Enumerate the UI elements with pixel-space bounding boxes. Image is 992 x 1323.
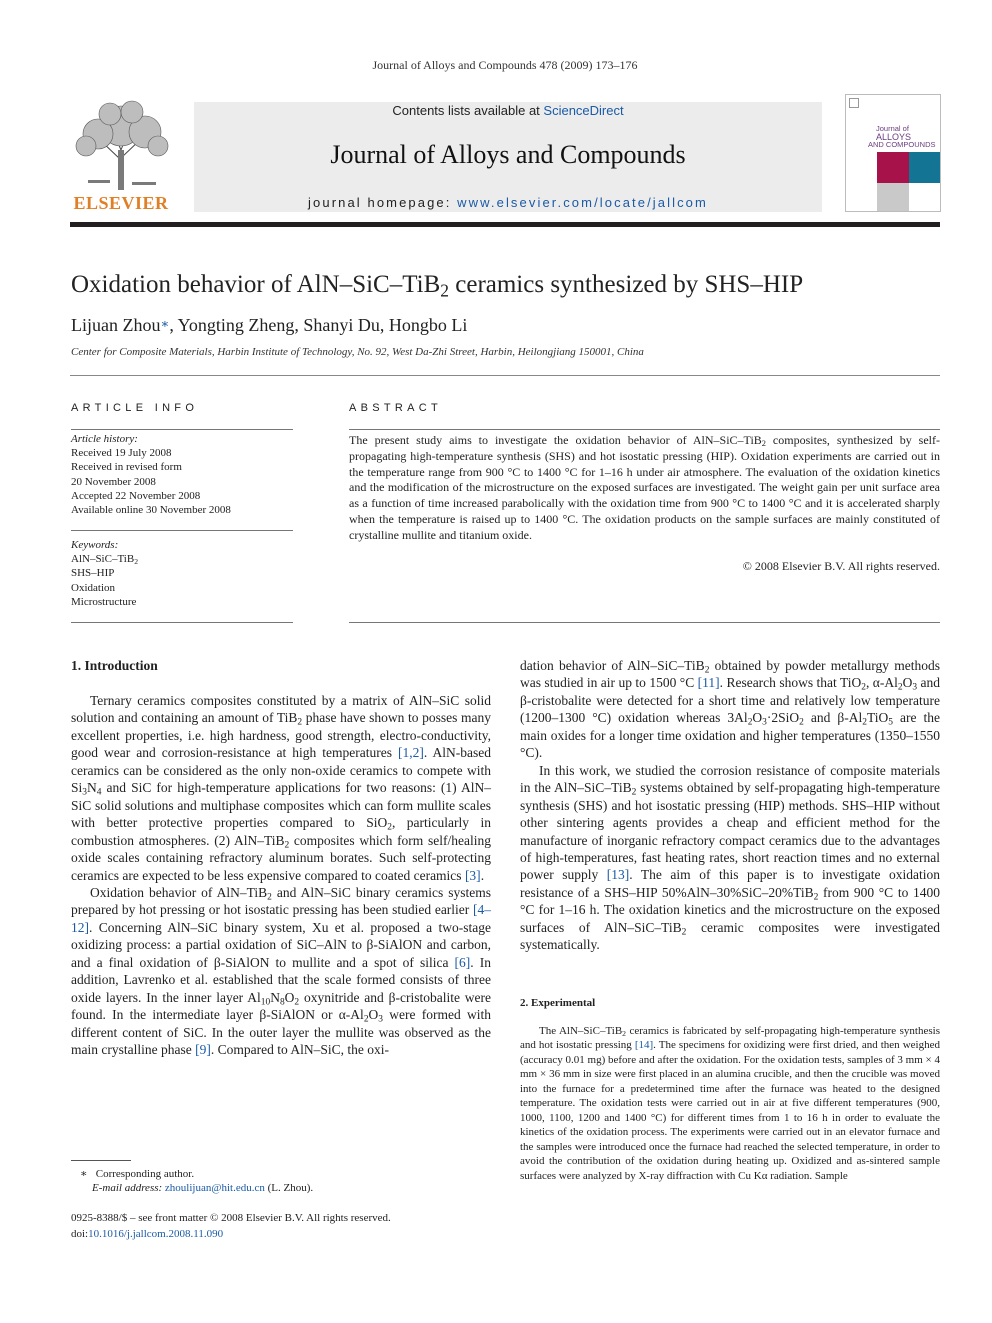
text-run: and AlN–SiC binary ceramics systems prepared by hot pressing or hot isostatic pressing has been studied earlier bbox=[71, 884, 491, 918]
corresponding-author-footnote bbox=[80, 1167, 313, 1196]
body-column-right bbox=[520, 657, 940, 954]
experimental-text bbox=[520, 1024, 940, 1183]
abstract-text bbox=[349, 433, 940, 544]
affiliation: Center for Composite Materials, Harbin Institute of Technology, No. 92, West Da-Zhi Street, Harbin, Heilongjiang 150001, China bbox=[71, 346, 644, 358]
keywords bbox=[71, 538, 293, 609]
cover-block-magenta bbox=[877, 152, 909, 183]
cover-title-line-1: Journal of bbox=[876, 124, 909, 133]
subscript: 2 bbox=[284, 839, 290, 850]
text-run: , α-Al bbox=[865, 675, 898, 691]
subscript: 2 bbox=[704, 665, 710, 676]
subscript: 2 bbox=[681, 927, 687, 938]
subscript: 2 bbox=[897, 682, 903, 693]
abstract-part-1: The present study aims to investigate the oxidation behavior of AlN–SiC–TiB bbox=[349, 433, 762, 447]
title-part-2: ceramics synthesized by SHS–HIP bbox=[449, 271, 804, 298]
abstract-heading: ABSTRACT bbox=[349, 402, 443, 414]
subscript: 2 bbox=[799, 717, 804, 728]
text-run: ·2SiO bbox=[766, 710, 800, 726]
front-matter bbox=[71, 1211, 391, 1242]
abstract-subscript: 2 bbox=[761, 439, 766, 449]
sciencedirect-link[interactable]: ScienceDirect bbox=[543, 103, 624, 118]
text-run: . In addition, Lavrenko et al. established that the scale formed consists of three oxide layers. In the inner layer Al bbox=[71, 954, 491, 1005]
citation-link[interactable]: [6] bbox=[454, 954, 471, 970]
keyword: Oxidation bbox=[71, 581, 115, 594]
subscript: 8 bbox=[279, 997, 285, 1008]
elsevier-tree-icon bbox=[70, 100, 172, 192]
issn-line: 0925-8388/$ – see front matter © 2008 Elsevier B.V. All rights reserved. bbox=[71, 1212, 391, 1224]
abstract-rule-top bbox=[349, 429, 940, 430]
text-run: . The specimens for oxidizing were first dried, and then weighed (accuracy 0.01 mg) before and after the oxidation. For the oxidation tests, samples of 3 mm × 4 mm × 36 mm in size were first placed in an alumina crucible, and then the crucible was moved into the furnace for a predetermined time after the furnace was heated to the designed temperature. The oxidation tests were carried out in air at five different temperatures (900, 1000, 1100, 1200 and 1400 °C) for different times from 1 to 16 h in order to evaluate the kinetics of the oxidation process. The experiments were carried out in an elevator furnace and the samples were introduced once the furnace had reached the selected temperature, in order to avoid the contribution of the oxidation during heating up. Oxidized and as-sintered sample surfaces were analyzed by X-ray diffraction with Cu Kα radiation. Sample bbox=[520, 1039, 940, 1182]
text-run: . Research shows that TiO bbox=[719, 675, 862, 691]
cover-logo-icon bbox=[849, 98, 859, 108]
text-run: O bbox=[752, 710, 763, 726]
subscript: 4 bbox=[96, 787, 102, 798]
copyright: © 2008 Elsevier B.V. All rights reserved. bbox=[742, 559, 940, 573]
doi-link[interactable]: 10.1016/j.jallcom.2008.11.090 bbox=[88, 1227, 224, 1240]
text-run: O bbox=[284, 989, 295, 1005]
history-revised-date: 20 November 2008 bbox=[71, 475, 156, 488]
history-received: Received 19 July 2008 bbox=[71, 447, 172, 460]
contents-line bbox=[194, 103, 822, 118]
text-run: TiO bbox=[866, 710, 889, 726]
history-accepted: Accepted 22 November 2008 bbox=[71, 489, 201, 502]
title-subscript: 2 bbox=[440, 280, 449, 301]
text-run: . AlN-based ceramics can be considered as the only non-oxide ceramics to compete with Si bbox=[71, 745, 491, 796]
citation-link[interactable]: [11] bbox=[697, 675, 720, 691]
text-run: . The aim of this paper is to investigate oxidation resistance of a SHS–HIP 50%AlN–30%SiC–20%TiB bbox=[520, 867, 940, 900]
journal-title[interactable]: Journal of Alloys and Compounds bbox=[330, 140, 686, 169]
text-run: oxynitride and β-cristobalite were found. In the intermediate layer β-SiAlON or α-Al bbox=[71, 989, 491, 1023]
subscript: 3 bbox=[82, 787, 87, 798]
article-info-rule-mid bbox=[71, 530, 293, 531]
history-label: Article history: bbox=[71, 433, 138, 445]
subscript: 3 bbox=[378, 1014, 383, 1025]
subscript: 2 bbox=[622, 1028, 627, 1038]
journal-citation: Journal of Alloys and Compounds 478 (2009) 173–176 bbox=[372, 58, 638, 72]
subscript: 2 bbox=[297, 717, 303, 728]
homepage-line bbox=[194, 195, 822, 210]
text-run: from 900 °C to 1400 °C for 1–16 h. The oxidation kinetics and the microstructure on the exposed surfaces of AlN–SiC–TiB bbox=[520, 884, 940, 935]
subscript: 2 bbox=[294, 997, 300, 1008]
homepage-link[interactable]: www.elsevier.com/locate/jallcom bbox=[457, 195, 708, 210]
text-run: ceramic composites were investigated systematically. bbox=[520, 919, 941, 953]
contents-prefix: Contents lists available at bbox=[392, 103, 544, 118]
cover-title-line-2: ALLOYS bbox=[876, 132, 912, 142]
citation-link[interactable]: [4–12] bbox=[71, 902, 491, 935]
text-run: were formed with different content of SiC. In the outer layer the mullite was observed as the main crystalline phase bbox=[71, 1007, 491, 1058]
subscript: 2 bbox=[267, 892, 272, 903]
text-run: obtained by powder metallurgy methods was studied in air up to 1500 °C bbox=[520, 658, 940, 691]
title-rule bbox=[70, 375, 940, 376]
section-heading-introduction: 1. Introduction bbox=[71, 658, 158, 673]
text-run: , particularly in combustion atmospheres. (2) AlN–TiB bbox=[71, 815, 491, 848]
body-column-left bbox=[71, 692, 491, 1059]
text-run: O bbox=[902, 675, 913, 691]
text-run: . Compared to AlN–SiC, the oxi- bbox=[210, 1042, 389, 1058]
text-run: ceramics is fabricated by self-propagating high-temperature synthesis and hot isostatic pressing bbox=[520, 1025, 940, 1052]
keyword bbox=[71, 552, 293, 566]
subscript: 3 bbox=[912, 682, 918, 693]
subscript: 2 bbox=[631, 787, 637, 798]
homepage-prefix: journal homepage: bbox=[308, 195, 458, 210]
paragraph bbox=[71, 692, 491, 884]
subscript: 2 bbox=[861, 682, 866, 693]
text-run: are the main oxides for a longer time oxidation and higher temperatures (1350–1550 °C). bbox=[520, 710, 940, 761]
citation-link[interactable]: [9] bbox=[195, 1042, 211, 1058]
abstract-rule-bottom bbox=[349, 622, 940, 623]
section-heading-experimental: 2. Experimental bbox=[520, 997, 596, 1009]
author-list bbox=[71, 315, 467, 336]
email-link[interactable]: zhoulijuan@hit.edu.cn bbox=[164, 1182, 265, 1195]
text-run: and SiC for high-temperature applications for two reasons: (1) AlN–SiC solid solutions and multiphase composites which can form mullite scales with better protective properties compared to SiO bbox=[71, 780, 491, 831]
title-part-1: Oxidation behavior of AlN–SiC–TiB bbox=[71, 271, 441, 298]
email-label: E-mail address: bbox=[92, 1182, 163, 1195]
text-run: In this work, we studied the corrosion resistance of composite materials in the AlN–SiC–TiB bbox=[520, 762, 940, 796]
text-run: and β-cristobalite were detected for a short time and relatively low temperature (1200–1300 °C) oxidation whereas 3Al bbox=[520, 675, 940, 726]
text-run: Oxidation behavior of AlN–TiB bbox=[90, 884, 268, 900]
article-history bbox=[71, 432, 293, 517]
cover-block-grey bbox=[877, 183, 909, 212]
paragraph bbox=[520, 657, 940, 762]
email-suffix: (L. Zhou). bbox=[264, 1182, 314, 1195]
authors-rest: , Yongting Zheng, Shanyi Du, Hongbo Li bbox=[169, 315, 468, 335]
journal-banner bbox=[194, 102, 822, 212]
citation-link[interactable]: [13] bbox=[606, 867, 630, 883]
history-revised-label: Received in revised form bbox=[71, 461, 182, 474]
subscript: 2 bbox=[363, 1014, 369, 1025]
subscript: 2 bbox=[862, 717, 867, 728]
text-run: . bbox=[480, 867, 485, 883]
subscript: 10 bbox=[260, 997, 271, 1008]
text-run: . Concerning AlN–SiC binary system, Xu et al. proposed a two-stage oxidizing process: a partial oxidation of SiC–AlN to β-SiAlON and carbon, and a final oxidation of β-SiAlON to mullite and a spot of silica bbox=[71, 919, 491, 970]
keyword-text: AlN–SiC–TiB bbox=[71, 553, 135, 566]
keyword-subscript: 2 bbox=[134, 557, 139, 567]
cover-title bbox=[868, 124, 936, 149]
paragraph bbox=[71, 884, 491, 1059]
subscript: 2 bbox=[387, 822, 392, 833]
article-info-heading: ARTICLE INFO bbox=[71, 402, 199, 414]
journal-cover-thumbnail[interactable] bbox=[845, 94, 941, 212]
article-info-rule-top bbox=[71, 429, 293, 430]
subscript: 5 bbox=[888, 717, 893, 728]
subscript: 2 bbox=[813, 892, 819, 903]
corresponding-author-mark[interactable]: ∗ bbox=[160, 316, 170, 331]
keyword: Microstructure bbox=[71, 595, 137, 608]
subscript: 2 bbox=[747, 717, 753, 728]
text-run: N bbox=[270, 989, 280, 1005]
elsevier-logo[interactable] bbox=[70, 100, 172, 214]
abstract-part-2: composites, synthesized by self-propagating high-temperature synthesis (SHS) and hot isostatic pressing (HIP). Oxidation experiments are carried out in the temperature range from 900 °C to 1400 °C for 1–16 h under air atmosphere. The evaluation of the oxidation kinetics and the modification of the microstructure on the exposed surfaces are investigated. The weight gain per unit surface area as a function of time increased parabolically with the oxidation time from 900 °C to 1400 °C and it is accelerated sharply when the temperature is raised up to 1400 °C. The oxidation products on the sample surfaces are mainly constituted of crystalline mullite and titanium oxide. bbox=[349, 433, 940, 542]
keywords-label: Keywords: bbox=[71, 539, 119, 551]
keyword: SHS–HIP bbox=[71, 567, 115, 580]
article-title bbox=[71, 271, 803, 299]
text-run: N bbox=[86, 780, 97, 796]
text-run: composites which form self/healing oxide scales containing refractory aluminum borates. Such self-protecting ceramics are expected to be less expensive compared to coated ceramics bbox=[71, 832, 491, 883]
footnote-text: Corresponding author. bbox=[95, 1168, 195, 1180]
text-run: phase have shown to posses many excellent properties, i.e. high hardness, good strength, electro-conductivity, good wear and corrosion-resistance at high temperatures bbox=[71, 710, 491, 761]
history-online: Available online 30 November 2008 bbox=[71, 504, 231, 517]
text-run: systems obtained by self-propagating high-temperature synthesis (SHS) and hot isostatic pressing (HIP) methods. SHS–HIP without other sintering agents provides a cheap and efficient method for the manufacture of inorganic refractory compact ceramics due to the advantages of high-temperatures, fast heating rates, short reaction times and no external power supply bbox=[520, 780, 940, 883]
text-run: dation behavior of AlN–SiC–TiB bbox=[520, 658, 705, 673]
footnote-rule bbox=[71, 1160, 131, 1161]
text-run: O bbox=[368, 1007, 379, 1023]
citation-link[interactable]: [14] bbox=[634, 1039, 654, 1052]
text-run: Ternary ceramics composites constituted by a matrix of AlN–SiC solid solution and containing an amount of TiB bbox=[71, 693, 491, 726]
text-run: and β-Al bbox=[803, 710, 863, 726]
citation-link[interactable]: [1,2] bbox=[397, 745, 424, 761]
cover-block-teal bbox=[909, 152, 941, 183]
paragraph bbox=[520, 1024, 940, 1183]
elsevier-wordmark: ELSEVIER bbox=[73, 193, 169, 213]
subscript: 3 bbox=[762, 717, 767, 728]
header-rule bbox=[70, 222, 940, 227]
article-info-rule-bottom bbox=[71, 622, 293, 623]
doi-label: doi: bbox=[71, 1227, 89, 1240]
paragraph bbox=[520, 762, 940, 954]
text-run: The AlN–SiC–TiB bbox=[539, 1025, 623, 1037]
author-first: Lijuan Zhou bbox=[71, 315, 161, 335]
footnote-mark: ∗ bbox=[80, 1168, 88, 1180]
citation-link[interactable]: [3] bbox=[464, 867, 481, 883]
cover-title-line-3: AND COMPOUNDS bbox=[868, 140, 936, 149]
